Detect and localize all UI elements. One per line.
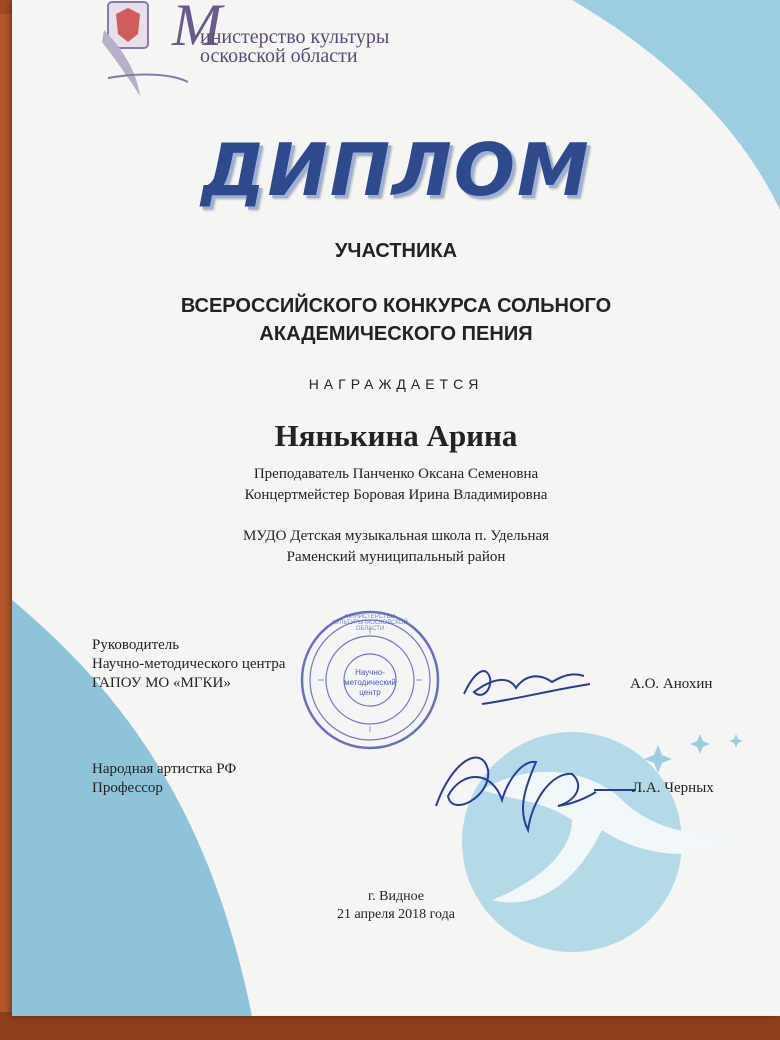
recipient-name: Нянькина Арина: [274, 418, 518, 453]
diploma-title: ДИПЛОМ: [201, 128, 591, 212]
school-block: [12, 526, 780, 568]
ministry-header: [172, 0, 390, 67]
awarded-label: НАГРАЖДАЕТСЯ: [308, 376, 484, 392]
teacher-line: Преподаватель Панченко Оксана Семеновна: [253, 466, 539, 482]
contest-line-1: ВСЕРОССИЙСКОГО КОНКУРСА СОЛЬНОГО: [180, 295, 612, 317]
star-icons: [644, 734, 743, 773]
contest-name: [12, 292, 780, 348]
signatory-1-title-line-1: Руководитель: [92, 637, 180, 653]
signatory-1-title-line-3: ГАПОУ МО «МГКИ»: [92, 675, 231, 691]
desk-surface-bottom: [0, 1012, 780, 1040]
place: г. Видное: [368, 889, 424, 904]
signatory-1-title-line-2: Научно-методического центра: [92, 656, 286, 672]
signatory-2-title-line-2: Профессор: [92, 780, 163, 796]
signatory-2-name: Л.А. Черных: [632, 780, 714, 796]
diploma-subtitle: УЧАСТНИКА: [334, 240, 458, 262]
school-line-1: МУДО Детская музыкальная школа п. Удельная: [242, 528, 550, 544]
stamp-ring-text: МИНИСТЕРСТВО КУЛЬТУРЫ МОСКОВСКОЙ ОБЛАСТИ: [332, 614, 408, 632]
ministry-monogram: М: [172, 0, 222, 58]
ministry-line-1: инистерство культуры: [200, 26, 390, 48]
signatory-2-title: [92, 760, 236, 798]
contest-line-2: АКАДЕМИЧЕСКОГО ПЕНИЯ: [259, 323, 533, 345]
school-line-2: Раменский муниципальный район: [286, 549, 506, 565]
stamp-center-text: Научно-методический центр: [344, 668, 396, 697]
signatory-2-title-line-1: Народная артистка РФ: [92, 761, 237, 777]
date: 21 апреля 2018 года: [337, 907, 455, 922]
signatory-1-name: А.О. Анохин: [630, 676, 713, 692]
teachers-block: [12, 464, 780, 506]
accompanist-line: Концертмейстер Боровая Ирина Владимировна: [244, 487, 548, 503]
place-date: [12, 888, 780, 924]
diploma-paper: [12, 0, 780, 1016]
signatory-1-title: [92, 636, 285, 693]
signature-1-icon: [464, 671, 590, 704]
ministry-line-2: осковской области: [200, 45, 358, 67]
